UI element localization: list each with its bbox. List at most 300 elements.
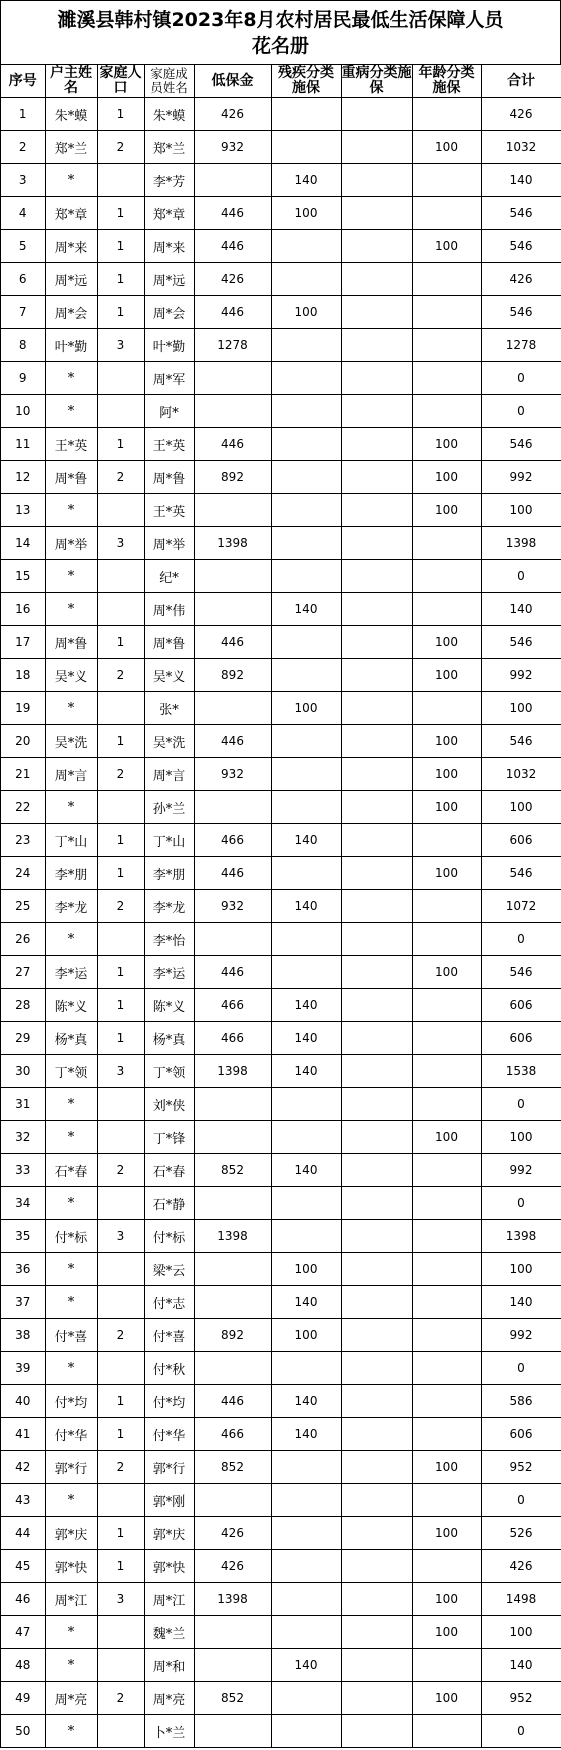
cell-member-name: 李*朋 (144, 857, 194, 890)
cell-illness-class (341, 362, 412, 395)
cell-disability-class (271, 1517, 341, 1550)
cell-illness-class (341, 1682, 412, 1715)
cell-head-name: 郑*兰 (45, 131, 97, 164)
cell-head-name: * (45, 923, 97, 956)
cell-member-name: 朱*蟆 (144, 98, 194, 131)
table-row (1, 1418, 561, 1451)
cell-member-name: 周*鲁 (144, 461, 194, 494)
cell-age-class (412, 1187, 481, 1220)
cell-total: 1498 (481, 1583, 561, 1616)
cell-total: 546 (481, 230, 561, 263)
cell-total: 992 (481, 461, 561, 494)
cell-index: 11 (1, 428, 45, 461)
cell-household-size (97, 593, 144, 626)
cell-age-class (412, 296, 481, 329)
cell-household-size (97, 1715, 144, 1748)
cell-total: 0 (481, 1715, 561, 1748)
cell-disability-class: 140 (271, 1286, 341, 1319)
cell-household-size (97, 395, 144, 428)
cell-illness-class (341, 494, 412, 527)
cell-illness-class (341, 1550, 412, 1583)
header-index: 序号 (1, 65, 45, 98)
cell-index: 39 (1, 1352, 45, 1385)
cell-household-size: 2 (97, 461, 144, 494)
cell-household-size (97, 1352, 144, 1385)
cell-head-name: 丁*山 (45, 824, 97, 857)
cell-index: 35 (1, 1220, 45, 1253)
cell-index: 29 (1, 1022, 45, 1055)
cell-illness-class (341, 1649, 412, 1682)
cell-member-name: 杨*真 (144, 1022, 194, 1055)
cell-index: 32 (1, 1121, 45, 1154)
cell-head-name: 石*春 (45, 1154, 97, 1187)
cell-disability-class (271, 956, 341, 989)
cell-member-name: 卜*兰 (144, 1715, 194, 1748)
cell-basic-allowance (194, 560, 271, 593)
cell-household-size: 1 (97, 263, 144, 296)
cell-illness-class (341, 461, 412, 494)
table-row (1, 1517, 561, 1550)
cell-household-size (97, 1088, 144, 1121)
cell-illness-class (341, 1154, 412, 1187)
cell-basic-allowance: 446 (194, 725, 271, 758)
cell-head-name: 周*鲁 (45, 626, 97, 659)
cell-head-name: 朱*蟆 (45, 98, 97, 131)
cell-head-name: 付*喜 (45, 1319, 97, 1352)
cell-illness-class (341, 296, 412, 329)
cell-total: 0 (481, 1088, 561, 1121)
cell-total: 100 (481, 494, 561, 527)
cell-age-class (412, 1352, 481, 1385)
cell-index: 40 (1, 1385, 45, 1418)
cell-household-size (97, 1286, 144, 1319)
table-row (1, 461, 561, 494)
cell-total: 0 (481, 1187, 561, 1220)
cell-disability-class (271, 1550, 341, 1583)
cell-total: 546 (481, 725, 561, 758)
cell-disability-class (271, 857, 341, 890)
cell-age-class: 100 (412, 1583, 481, 1616)
cell-household-size: 1 (97, 197, 144, 230)
cell-index: 6 (1, 263, 45, 296)
cell-total: 952 (481, 1451, 561, 1484)
cell-total: 1398 (481, 527, 561, 560)
cell-disability-class: 140 (271, 164, 341, 197)
cell-index: 3 (1, 164, 45, 197)
cell-total: 606 (481, 1418, 561, 1451)
table-row (1, 857, 561, 890)
cell-age-class: 100 (412, 131, 481, 164)
cell-illness-class (341, 1022, 412, 1055)
cell-member-name: 魏*兰 (144, 1616, 194, 1649)
cell-basic-allowance: 446 (194, 626, 271, 659)
page-title (1, 1, 561, 65)
cell-member-name: 李*芳 (144, 164, 194, 197)
table-row (1, 1682, 561, 1715)
cell-head-name: 周*江 (45, 1583, 97, 1616)
cell-illness-class (341, 692, 412, 725)
cell-household-size: 1 (97, 1022, 144, 1055)
cell-age-class (412, 1154, 481, 1187)
table-row (1, 98, 561, 131)
cell-head-name: 周*言 (45, 758, 97, 791)
cell-head-name: 付*均 (45, 1385, 97, 1418)
cell-illness-class (341, 659, 412, 692)
cell-basic-allowance (194, 923, 271, 956)
cell-age-class (412, 1418, 481, 1451)
cell-disability-class: 140 (271, 1649, 341, 1682)
cell-basic-allowance (194, 791, 271, 824)
table-row (1, 923, 561, 956)
cell-household-size (97, 1649, 144, 1682)
cell-age-class (412, 1286, 481, 1319)
cell-disability-class (271, 1220, 341, 1253)
cell-age-class (412, 1055, 481, 1088)
cell-basic-allowance: 446 (194, 956, 271, 989)
cell-disability-class: 140 (271, 593, 341, 626)
cell-index: 41 (1, 1418, 45, 1451)
cell-illness-class (341, 131, 412, 164)
cell-total: 1072 (481, 890, 561, 923)
cell-household-size: 1 (97, 824, 144, 857)
cell-basic-allowance (194, 1121, 271, 1154)
cell-disability-class (271, 494, 341, 527)
cell-age-class: 100 (412, 626, 481, 659)
cell-head-name: 丁*领 (45, 1055, 97, 1088)
cell-total: 606 (481, 1022, 561, 1055)
cell-total: 100 (481, 1616, 561, 1649)
cell-disability-class: 100 (271, 1319, 341, 1352)
cell-head-name: * (45, 494, 97, 527)
table-row (1, 1319, 561, 1352)
cell-disability-class: 140 (271, 1385, 341, 1418)
cell-total: 546 (481, 428, 561, 461)
cell-head-name: * (45, 593, 97, 626)
cell-basic-allowance: 446 (194, 296, 271, 329)
title-line-2: 花名册 (251, 34, 309, 57)
cell-basic-allowance: 892 (194, 659, 271, 692)
cell-member-name: 周*和 (144, 1649, 194, 1682)
cell-age-class (412, 1319, 481, 1352)
cell-household-size: 1 (97, 725, 144, 758)
header-member-name: 家庭成员姓名 (144, 65, 194, 98)
cell-head-name: 周*远 (45, 263, 97, 296)
cell-total: 546 (481, 857, 561, 890)
cell-disability-class (271, 428, 341, 461)
cell-disability-class: 100 (271, 197, 341, 230)
cell-household-size (97, 1616, 144, 1649)
cell-disability-class (271, 1715, 341, 1748)
cell-index: 30 (1, 1055, 45, 1088)
table-row (1, 395, 561, 428)
cell-age-class (412, 197, 481, 230)
cell-basic-allowance (194, 1616, 271, 1649)
cell-age-class (412, 593, 481, 626)
cell-disability-class (271, 131, 341, 164)
cell-index: 12 (1, 461, 45, 494)
cell-household-size: 3 (97, 527, 144, 560)
cell-member-name: 王*英 (144, 494, 194, 527)
title-line-1: 濉溪县韩村镇2023年8月农村居民最低生活保障人员 (57, 8, 504, 31)
cell-illness-class (341, 98, 412, 131)
cell-disability-class: 140 (271, 989, 341, 1022)
cell-age-class: 100 (412, 1616, 481, 1649)
cell-age-class (412, 1550, 481, 1583)
cell-illness-class (341, 791, 412, 824)
cell-member-name: 周*远 (144, 263, 194, 296)
cell-age-class: 100 (412, 1517, 481, 1550)
cell-total: 606 (481, 989, 561, 1022)
cell-age-class: 100 (412, 461, 481, 494)
table-row (1, 527, 561, 560)
cell-total: 586 (481, 1385, 561, 1418)
cell-index: 10 (1, 395, 45, 428)
cell-index: 4 (1, 197, 45, 230)
header-head-name: 户主姓名 (45, 65, 97, 98)
cell-household-size: 1 (97, 1385, 144, 1418)
cell-age-class (412, 560, 481, 593)
header-disability-class: 残疾分类施保 (271, 65, 341, 98)
cell-total: 1032 (481, 131, 561, 164)
cell-disability-class: 100 (271, 1253, 341, 1286)
cell-total: 0 (481, 923, 561, 956)
cell-member-name: 叶*勤 (144, 329, 194, 362)
cell-disability-class (271, 560, 341, 593)
cell-illness-class (341, 758, 412, 791)
cell-disability-class (271, 527, 341, 560)
cell-head-name: 周*鲁 (45, 461, 97, 494)
cell-age-class: 100 (412, 758, 481, 791)
cell-total: 140 (481, 164, 561, 197)
cell-head-name: * (45, 1649, 97, 1682)
cell-total: 100 (481, 1121, 561, 1154)
cell-age-class: 100 (412, 725, 481, 758)
cell-household-size: 1 (97, 626, 144, 659)
cell-disability-class: 140 (271, 1055, 341, 1088)
cell-index: 26 (1, 923, 45, 956)
cell-member-name: 丁*锋 (144, 1121, 194, 1154)
header-illness-class: 重病分类施保 (341, 65, 412, 96)
table-row (1, 362, 561, 395)
cell-age-class (412, 1220, 481, 1253)
cell-household-size (97, 164, 144, 197)
cell-household-size: 1 (97, 98, 144, 131)
cell-illness-class (341, 164, 412, 197)
table-row (1, 197, 561, 230)
cell-member-name: 郑*章 (144, 197, 194, 230)
cell-age-class (412, 1649, 481, 1682)
cell-head-name: * (45, 1121, 97, 1154)
cell-household-size: 2 (97, 1319, 144, 1352)
cell-disability-class (271, 362, 341, 395)
cell-basic-allowance: 892 (194, 461, 271, 494)
cell-head-name: 杨*真 (45, 1022, 97, 1055)
cell-index: 16 (1, 593, 45, 626)
cell-head-name: 周*会 (45, 296, 97, 329)
cell-age-class (412, 824, 481, 857)
cell-disability-class (271, 791, 341, 824)
cell-basic-allowance (194, 692, 271, 725)
table-row (1, 1121, 561, 1154)
cell-head-name: * (45, 362, 97, 395)
cell-member-name: 孙*兰 (144, 791, 194, 824)
cell-illness-class (341, 725, 412, 758)
cell-member-name: 付*志 (144, 1286, 194, 1319)
cell-index: 22 (1, 791, 45, 824)
cell-basic-allowance (194, 494, 271, 527)
cell-index: 14 (1, 527, 45, 560)
cell-member-name: 李*运 (144, 956, 194, 989)
cell-index: 42 (1, 1451, 45, 1484)
cell-age-class: 100 (412, 791, 481, 824)
cell-age-class (412, 1253, 481, 1286)
cell-member-name: 纪* (144, 560, 194, 593)
cell-basic-allowance: 426 (194, 263, 271, 296)
cell-head-name: 郭*行 (45, 1451, 97, 1484)
cell-illness-class (341, 1121, 412, 1154)
cell-head-name: 王*英 (45, 428, 97, 461)
cell-illness-class (341, 923, 412, 956)
cell-member-name: 梁*云 (144, 1253, 194, 1286)
table-row (1, 1484, 561, 1517)
cell-household-size: 1 (97, 1517, 144, 1550)
cell-total: 992 (481, 1319, 561, 1352)
cell-member-name: 吴*义 (144, 659, 194, 692)
table-row (1, 1715, 561, 1748)
cell-index: 34 (1, 1187, 45, 1220)
table-row (1, 1253, 561, 1286)
cell-index: 1 (1, 98, 45, 131)
cell-basic-allowance: 466 (194, 824, 271, 857)
cell-total: 992 (481, 1154, 561, 1187)
cell-illness-class (341, 1352, 412, 1385)
table-row (1, 1055, 561, 1088)
cell-illness-class (341, 1451, 412, 1484)
cell-member-name: 周*亮 (144, 1682, 194, 1715)
cell-illness-class (341, 1616, 412, 1649)
cell-disability-class (271, 758, 341, 791)
cell-basic-allowance: 1398 (194, 1583, 271, 1616)
cell-household-size: 2 (97, 1451, 144, 1484)
cell-household-size (97, 791, 144, 824)
cell-basic-allowance (194, 1253, 271, 1286)
cell-head-name: * (45, 560, 97, 593)
cell-basic-allowance (194, 1088, 271, 1121)
cell-basic-allowance: 466 (194, 989, 271, 1022)
cell-basic-allowance (194, 593, 271, 626)
cell-total: 526 (481, 1517, 561, 1550)
cell-illness-class (341, 1319, 412, 1352)
cell-age-class: 100 (412, 857, 481, 890)
cell-head-name: 李*运 (45, 956, 97, 989)
cell-basic-allowance: 852 (194, 1451, 271, 1484)
cell-member-name: 周*伟 (144, 593, 194, 626)
cell-disability-class (271, 1484, 341, 1517)
cell-head-name: * (45, 1616, 97, 1649)
cell-total: 0 (481, 1484, 561, 1517)
table-row (1, 263, 561, 296)
cell-index: 18 (1, 659, 45, 692)
cell-index: 17 (1, 626, 45, 659)
cell-total: 606 (481, 824, 561, 857)
cell-total: 1278 (481, 329, 561, 362)
cell-basic-allowance (194, 1352, 271, 1385)
cell-index: 36 (1, 1253, 45, 1286)
cell-index: 21 (1, 758, 45, 791)
cell-disability-class (271, 1583, 341, 1616)
cell-household-size: 1 (97, 857, 144, 890)
cell-member-name: 丁*山 (144, 824, 194, 857)
cell-index: 46 (1, 1583, 45, 1616)
table-row (1, 626, 561, 659)
cell-index: 47 (1, 1616, 45, 1649)
cell-head-name: 郑*章 (45, 197, 97, 230)
cell-age-class (412, 527, 481, 560)
cell-basic-allowance: 1278 (194, 329, 271, 362)
cell-member-name: 付*华 (144, 1418, 194, 1451)
cell-total: 140 (481, 1649, 561, 1682)
cell-disability-class (271, 461, 341, 494)
roster-table (1, 65, 561, 1748)
cell-household-size: 1 (97, 428, 144, 461)
cell-member-name: 周*来 (144, 230, 194, 263)
cell-household-size: 2 (97, 131, 144, 164)
cell-head-name: 付*标 (45, 1220, 97, 1253)
cell-member-name: 吴*洗 (144, 725, 194, 758)
cell-member-name: 周*江 (144, 1583, 194, 1616)
cell-index: 8 (1, 329, 45, 362)
cell-illness-class (341, 626, 412, 659)
cell-total: 140 (481, 593, 561, 626)
cell-basic-allowance: 446 (194, 428, 271, 461)
cell-household-size: 2 (97, 1154, 144, 1187)
cell-basic-allowance (194, 164, 271, 197)
table-row (1, 494, 561, 527)
cell-total: 426 (481, 98, 561, 131)
cell-age-class (412, 395, 481, 428)
table-row (1, 1022, 561, 1055)
cell-member-name: 刘*侠 (144, 1088, 194, 1121)
cell-index: 44 (1, 1517, 45, 1550)
cell-total: 1398 (481, 1220, 561, 1253)
cell-basic-allowance (194, 362, 271, 395)
cell-member-name: 周*鲁 (144, 626, 194, 659)
cell-basic-allowance (194, 1715, 271, 1748)
cell-total: 992 (481, 659, 561, 692)
cell-member-name: 郑*兰 (144, 131, 194, 164)
cell-total: 546 (481, 626, 561, 659)
cell-total: 546 (481, 296, 561, 329)
cell-household-size: 3 (97, 329, 144, 362)
cell-member-name: 郭*庆 (144, 1517, 194, 1550)
cell-basic-allowance: 466 (194, 1418, 271, 1451)
cell-head-name: * (45, 1286, 97, 1319)
cell-disability-class (271, 1682, 341, 1715)
table-row (1, 989, 561, 1022)
cell-age-class: 100 (412, 230, 481, 263)
cell-total: 0 (481, 1352, 561, 1385)
cell-household-size: 3 (97, 1583, 144, 1616)
cell-basic-allowance (194, 1286, 271, 1319)
cell-head-name: 郭*庆 (45, 1517, 97, 1550)
cell-basic-allowance: 852 (194, 1682, 271, 1715)
cell-member-name: 周*会 (144, 296, 194, 329)
cell-household-size: 1 (97, 989, 144, 1022)
cell-total: 100 (481, 1253, 561, 1286)
cell-age-class (412, 1088, 481, 1121)
cell-total: 1538 (481, 1055, 561, 1088)
cell-illness-class (341, 230, 412, 263)
